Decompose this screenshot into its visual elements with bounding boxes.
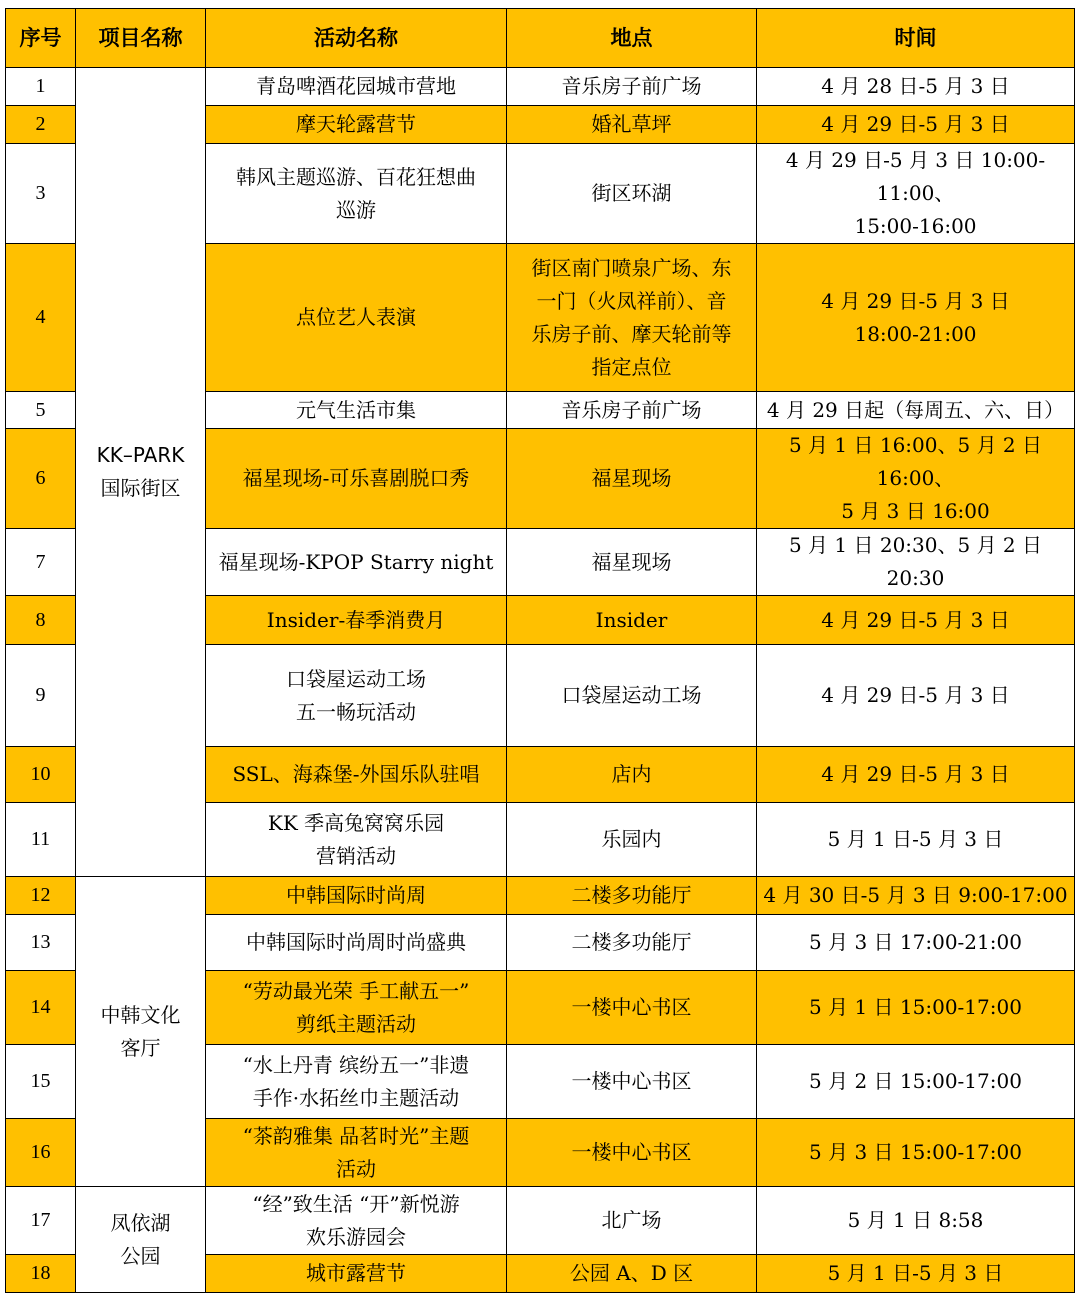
- activity-time: 5 月 1 日-5 月 3 日: [757, 1255, 1075, 1293]
- activity-name: 口袋屋运动工场 五一畅玩活动: [206, 645, 507, 747]
- table-row: [6, 877, 1075, 915]
- activity-place: 福星现场: [507, 529, 757, 596]
- activity-time: 4 月 29 日-5 月 3 日: [757, 106, 1075, 144]
- activity-place: 音乐房子前广场: [507, 68, 757, 106]
- activity-time: 4 月 29 日-5 月 3 日 10:00-11:00、 15:00-16:00: [757, 144, 1075, 244]
- activity-time: 4 月 29 日-5 月 3 日 18:00-21:00: [757, 244, 1075, 392]
- project-name: KK–PARK 国际街区: [76, 68, 206, 877]
- activity-place: 口袋屋运动工场: [507, 645, 757, 747]
- activity-place: 二楼多功能厅: [507, 915, 757, 971]
- row-number: 18: [6, 1255, 76, 1293]
- activity-time: 5 月 1 日-5 月 3 日: [757, 803, 1075, 877]
- activity-place: 一楼中心书区: [507, 1119, 757, 1187]
- activity-time: 5 月 3 日 15:00-17:00: [757, 1119, 1075, 1187]
- row-number: 17: [6, 1187, 76, 1255]
- row-number: 9: [6, 645, 76, 747]
- events-table: [5, 8, 1075, 1293]
- activity-name: 福星现场-可乐喜剧脱口秀: [206, 429, 507, 529]
- row-number: 15: [6, 1045, 76, 1119]
- activity-name: 青岛啤酒花园城市营地: [206, 68, 507, 106]
- activity-name: “茶韵雅集 品茗时光”主题 活动: [206, 1119, 507, 1187]
- activity-name: 点位艺人表演: [206, 244, 507, 392]
- activity-place: 乐园内: [507, 803, 757, 877]
- activity-place: 公园 A、D 区: [507, 1255, 757, 1293]
- row-number: 11: [6, 803, 76, 877]
- activity-name: 元气生活市集: [206, 392, 507, 429]
- activity-place: Insider: [507, 596, 757, 645]
- project-name: 凤依湖 公园: [76, 1187, 206, 1293]
- row-number: 1: [6, 68, 76, 106]
- activity-time: 5 月 1 日 8:58: [757, 1187, 1075, 1255]
- activity-name: SSL、海森堡-外国乐队驻唱: [206, 747, 507, 803]
- row-number: 16: [6, 1119, 76, 1187]
- activity-name: “经”致生活 “开”新悦游 欢乐游园会: [206, 1187, 507, 1255]
- activity-name: Insider-春季消费月: [206, 596, 507, 645]
- activity-time: 5 月 2 日 15:00-17:00: [757, 1045, 1075, 1119]
- activity-time: 4 月 29 日-5 月 3 日: [757, 747, 1075, 803]
- activity-place: 北广场: [507, 1187, 757, 1255]
- activity-name: “劳动最光荣 手工献五一” 剪纸主题活动: [206, 971, 507, 1045]
- activity-name: 摩天轮露营节: [206, 106, 507, 144]
- row-number: 12: [6, 877, 76, 915]
- row-number: 8: [6, 596, 76, 645]
- activity-time: 4 月 29 日-5 月 3 日: [757, 645, 1075, 747]
- activity-name: 福星现场-KPOP Starry night: [206, 529, 507, 596]
- activity-time: 4 月 28 日-5 月 3 日: [757, 68, 1075, 106]
- activity-time: 4 月 29 日-5 月 3 日: [757, 596, 1075, 645]
- row-number: 2: [6, 106, 76, 144]
- activity-time: 5 月 1 日 16:00、5 月 2 日 16:00、 5 月 3 日 16:00: [757, 429, 1075, 529]
- activity-name: “水上丹青 缤纷五一”非遗 手作·水拓丝巾主题活动: [206, 1045, 507, 1119]
- table-row: [6, 1187, 1075, 1255]
- activity-time: 4 月 30 日-5 月 3 日 9:00-17:00: [757, 877, 1075, 915]
- header-activity: 活动名称: [206, 9, 507, 68]
- row-number: 4: [6, 244, 76, 392]
- row-number: 7: [6, 529, 76, 596]
- project-name: 中韩文化 客厅: [76, 877, 206, 1187]
- activity-time: 4 月 29 日起（每周五、六、日）: [757, 392, 1075, 429]
- row-number: 10: [6, 747, 76, 803]
- activity-time: 5 月 1 日 20:30、5 月 2 日 20:30: [757, 529, 1075, 596]
- activity-name: 城市露营节: [206, 1255, 507, 1293]
- row-number: 6: [6, 429, 76, 529]
- activity-place: 婚礼草坪: [507, 106, 757, 144]
- row-number: 5: [6, 392, 76, 429]
- activity-name: 中韩国际时尚周时尚盛典: [206, 915, 507, 971]
- activity-name: 中韩国际时尚周: [206, 877, 507, 915]
- header-row: [6, 9, 1075, 68]
- activity-name: KK 季高兔窝窝乐园 营销活动: [206, 803, 507, 877]
- activity-place: 二楼多功能厅: [507, 877, 757, 915]
- activity-place: 街区环湖: [507, 144, 757, 244]
- row-number: 13: [6, 915, 76, 971]
- activity-place: 福星现场: [507, 429, 757, 529]
- activity-place: 一楼中心书区: [507, 1045, 757, 1119]
- activity-place: 一楼中心书区: [507, 971, 757, 1045]
- activity-place: 店内: [507, 747, 757, 803]
- activity-time: 5 月 1 日 15:00-17:00: [757, 971, 1075, 1045]
- table-row: [6, 68, 1075, 106]
- row-number: 3: [6, 144, 76, 244]
- header-no: 序号: [6, 9, 76, 68]
- header-place: 地点: [507, 9, 757, 68]
- activity-place: 街区南门喷泉广场、东 一门（火凤祥前）、音 乐房子前、摩天轮前等 指定点位: [507, 244, 757, 392]
- header-project: 项目名称: [76, 9, 206, 68]
- row-number: 14: [6, 971, 76, 1045]
- activity-time: 5 月 3 日 17:00-21:00: [757, 915, 1075, 971]
- header-time: 时间: [757, 9, 1075, 68]
- activity-place: 音乐房子前广场: [507, 392, 757, 429]
- activity-name: 韩风主题巡游、百花狂想曲 巡游: [206, 144, 507, 244]
